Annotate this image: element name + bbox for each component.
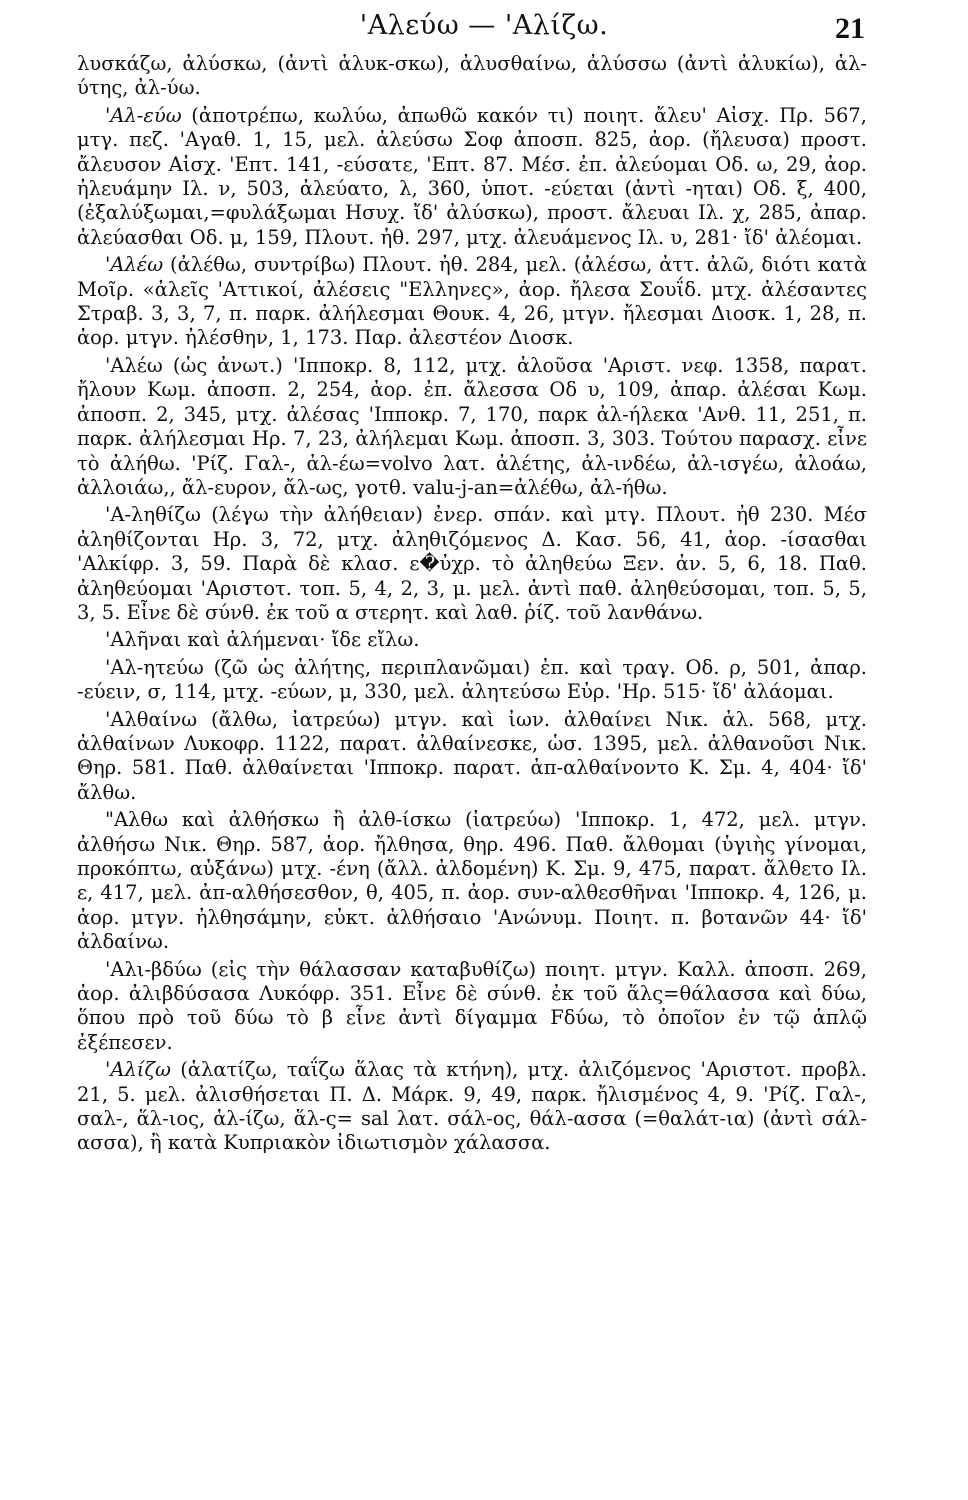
page-title: 'Αλεύω — 'Αλίζω. [359,10,609,41]
entry-text: (ἀποτρέπω, κωλύω, ἀπωθῶ κακόν τι) ποιητ. ἄλευ' Αἰσχ. Πρ. 567, μτγ. πεζ. 'Αγαθ. 1, 15, μελ. ἀλεύσω Σοφ ἀποσπ. 825, ἀορ. (ἤλευσα) προστ. ἄλευσον Αἰσχ. 'Επτ. 141, -εύσατε, 'Επτ. 87. Μέσ. ἐπ. ἀλεύομαι Οδ. ω, 29, ἀορ. ἠλευάμην Ιλ. ν, 503, ἀλεύατο, λ, 360, ὑποτ. -εύεται (ἀντὶ -ηται) Οδ. ξ, 400, (ἐξαλύξωμαι,=φυλάξωμαι Ησυχ. ἴδ' ἀλύσκω), προστ. ἄλευαι Ιλ. χ, 285, ἀπαρ. ἀλεύασθαι Οδ. μ, 159, Πλουτ. ἠθ. 297, μτχ. ἀλευάμενος Ιλ. υ, 281· ἴδ' ἀλέομαι. [77,103,867,249]
entry-lemma: "Αλθω [105,808,169,832]
entry-text: (ζῶ ὡς ἀλήτης, περιπλανῶμαι) ἐπ. καὶ τραγ. Οδ. ρ, 501, ἀπαρ. -εύειν, σ, 114, μτχ. -εύων, μ, 330, μελ. ἀλητεύσω Εὐρ. 'Ηρ. 515· ἴδ' ἀλάομαι. [77,655,867,704]
entry-lemma: 'Α-ληθίζω [105,503,201,527]
entry-text: (ἀλέθω, συντρίβω) Πλουτ. ἠθ. 284, μελ. (ἀλέσω, ἀττ. ἀλῶ, διότι κατὰ Μοῖρ. «ἀλεῖς 'Αττικοί, ἀλέσεις "Ελληνες», ἀορ. ἤλεσα Σουΐδ. μτχ. ἀλέσαντες Στραβ. 3, 3, 7, π. παρκ. ἀλήλεσμαι Θουκ. 4, 26, μτγν. ἤλεσμαι Διοσκ. 1, 28, π. ἀορ. μτγν. ἠλέσθην, 1, 173. Παρ. ἀλεστέον Διοσκ. [77,253,867,350]
entry-text: καὶ ἀλθήσκω ἢ ἀλθ-ίσκω (ἰατρεύω) 'Ιπποκρ. 1, 472, μελ. μτγν. ἀλθήσω Νικ. Θηρ. 587, ἀορ. ἤλθησα, θηρ. 496. Παθ. ἄλθομαι (ὑγιὴς γίνομαι, προκόπτω, αὐξάνω) μτχ. -ένη (ἄλλ. ἀλδομένη) Κ. Σμ. 9, 475, παρατ. ἄλθετο Ιλ. ε, 417, μελ. ἀπ-αλθήσεσθον, θ, 405, π. ἀορ. συν-αλθεσθῆναι 'Ιπποκρ. 4, 126, μ. ἀορ. μτγν. ἠλθησάμην, εὐκτ. ἀλθήσαιο 'Ανώνυμ. Ποιητ. π. βοτανῶν 44· ἴδ' ἀλδαίνω. [77,808,867,954]
entry-lemma: 'Αλθαίνω [105,707,198,731]
entry-text: (ὡς ἀνωτ.) 'Ιπποκρ. 8, 112, μτχ. ἀλοῦσα 'Αριστ. νεφ. 1358, παρατ. ἤλουν Κωμ. ἀποσπ. 2, 254, ἀορ. ἐπ. ἄλεσσα Οδ υ, 109, ἀπαρ. ἀλέσαι Κωμ. ἀποσπ. 2, 345, μτχ. ἀλέσας 'Ιπποκρ. 7, 170, παρκ ἀλ-ήλεκα 'Ανθ. 11, 251, π. παρκ. ἀλήλεσμαι Ηρ. 7, 23, ἀλήλεμαι Κωμ. ἀποσπ. 3, 303. Τούτου παρασχ. εἶνε τὸ ἀλήθω. 'Ρίζ. Γαλ-, ἀλ-έω=volvo λατ. ἀλέτης, ἀλ-ινδέω, ἀλ-ισγέω, ἀλοάω, ἀλλοιάω,, ἄλ-ευρον, ἄλ-ως, γοτθ. valu-j-an=ἀλέθω, ἀλ-ήθω. [77,353,867,499]
dictionary-text [77,52,867,1159]
entry-text: (ἄλθω, ἰατρεύω) μτγν. καὶ ἰων. ἀλθαίνει Νικ. ἀλ. 568, μτχ. ἀλθαίνων Λυκοφρ. 1122, παρατ. ἀλθαίνεσκε, ὡσ. 1395, μελ. ἀλθανοῦσι Νικ. Θηρ. 581. Παθ. ἀλθαίνεται 'Ιπποκρ. παρατ. ἀπ-αλθαίνοντο Κ. Σμ. 4, 404· ἴδ' ἄλθω. [77,707,867,804]
entry-althaino [77,708,867,806]
running-head [0,10,968,50]
entry-lemma: 'Αλῆναι [105,628,182,652]
entry-continuation [77,52,867,101]
entry-aleo-1 [77,253,867,351]
entry-alizo [77,1058,867,1156]
entry-text: λυσκάζω, ἀλύσκω, (ἀντὶ ἀλυκ-σκω), ἀλυσθαίνω, ἀλύσσω (ἀντὶ ἀλυκίω), ἀλ-ύτης, ἀλ-ύω. [77,52,867,100]
page-number: 21 [835,12,865,45]
entry-lemma: 'Αλέω [105,253,164,277]
entry-alethizo [77,503,867,625]
entry-lemma: 'Αλέω [105,353,163,377]
entry-aleteuo [77,656,867,705]
entry-lemma: 'Αλίζω [105,1058,171,1082]
entry-text: (εἰς τὴν θάλασσαν καταβυθίζω) ποιητ. μτγν. Καλλ. ἀποσπ. 269, ἀορ. ἀλιβδύσασα Λυκόφρ. 351. Εἶνε δὲ σύνθ. ἐκ τοῦ ἅλς=θάλασσα καὶ δύω, ὅπου πρὸ τοῦ δύω τὸ β εἶνε ἀντὶ δίγαμμα Fδύω, τὸ ὁποῖον ἐν τῷ ἁπλῷ ἐξέπεσεν. [77,957,867,1054]
entry-altho [77,808,867,954]
entry-lemma: 'Αλ-ητεύω [105,655,204,679]
entry-text: (λέγω τὴν ἀλήθειαν) ἐνερ. σπάν. καὶ μτγ. Πλουτ. ἠθ 230. Μέσ ἀληθίζονται Ηρ. 3, 72, μτχ. ἀληθιζόμενος Δ. Κασ. 56, 41, ἀορ. -ίσασθαι 'Αλκίφρ. 3, 59. Παρὰ δὲ κλασ. ε�ὐχρ. τὸ ἀληθεύω Ξεν. ἀν. 5, 6, 18. Παθ. ἀληθεύομαι 'Αριστοτ. τοπ. 5, 4, 2, 3, μ. μελ. ἀντὶ παθ. ἀληθεύσομαι, τοπ. 5, 5, 3, 5. Εἶνε δὲ σύνθ. ἐκ τοῦ α στερητ. καὶ λαθ. ῥίζ. τοῦ λανθάνω. [77,503,867,624]
entry-text: καὶ ἀλήμεναι· ἴδε εἴλω. [181,628,420,652]
entry-lemma: 'Αλι-βδύω [105,957,202,981]
entry-text: (ἁλατίζω, ταΐζω ἅλας τὰ κτήνη), μτχ. ἀλιζόμενος 'Αριστοτ. προβλ. 21, 5. μελ. ἀλισθήσεται Π. Δ. Μάρκ. 9, 49, παρκ. ἤλισμένος 4, 9. 'Ρίζ. Γαλ-, σαλ-, ἅλ-ιος, ἁλ-ίζω, ἅλ-ς= sal λατ. σάλ-ος, θάλ-ασσα (=θαλάτ-ια) (ἀντὶ σάλ-ασσα), ἢ κατὰ Κυπριακὸν ἰδιωτισμὸν χάλασσα. [77,1058,867,1155]
entry-alevo [77,104,867,250]
entry-alenai [77,628,867,652]
entry-alibdyo [77,958,867,1056]
entry-aleo-2 [77,354,867,500]
entry-lemma: 'Αλ-εύω [105,103,182,127]
